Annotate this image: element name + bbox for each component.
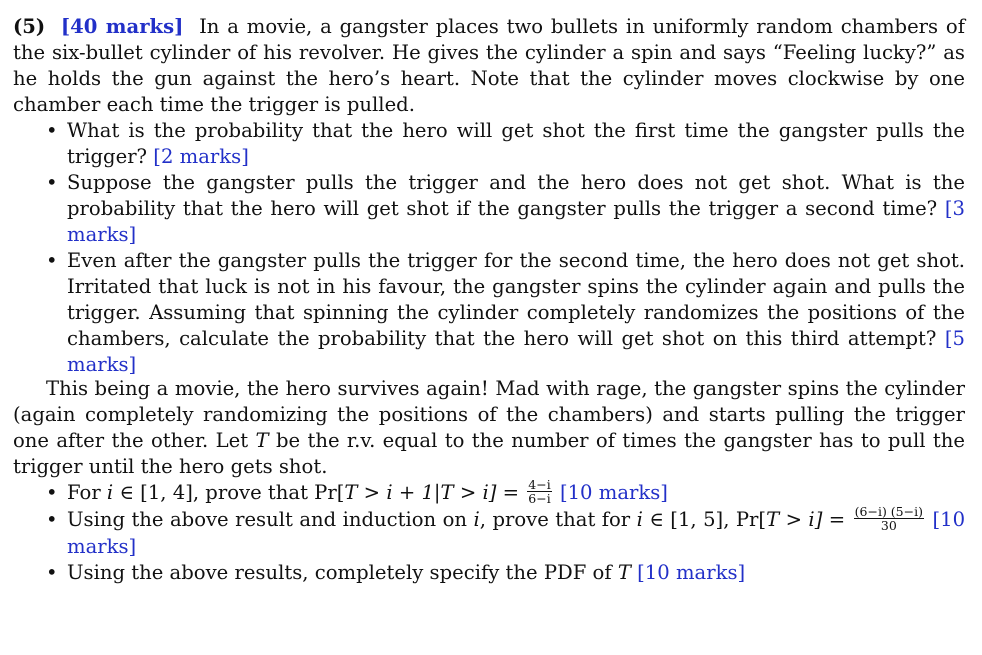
bullet-icon: • xyxy=(46,481,58,504)
question-text: Suppose the gangster pulls the trigger and the hero does not get shot. What is the probability that the hero will get shot if the gangster pulls the trigger a second time? xyxy=(67,171,965,220)
probability-expression: T > i + 1|T > i] = xyxy=(344,481,520,504)
bullet-icon: • xyxy=(46,171,58,194)
problem-intro-text: In a movie, a gangster places two bullets in uniformly random chambers of the six-bullet cylinder of his revolver. He gives the cylinder a spin and says “Feeling lucky?” as he holds the gun against the hero’s heart. Note that the cylinder moves clockwise by one chamber each time the trigger is pulled. xyxy=(13,15,965,116)
question-item xyxy=(13,170,965,248)
problem-number: (5) xyxy=(13,15,46,38)
question-item xyxy=(13,560,965,586)
scenario-paragraph xyxy=(13,376,965,480)
question-marks: [10 marks] xyxy=(637,561,746,584)
variable-T: T xyxy=(255,429,269,452)
document-page xyxy=(13,14,965,586)
scenario-text-end: be the r.v. equal to the number of times the gangster has to pull the trigger until the hero gets shot. xyxy=(13,429,966,478)
variable-T: T xyxy=(617,561,631,584)
question-marks: [5 marks] xyxy=(67,327,965,376)
question-lead: Using the above result and induction on xyxy=(67,508,468,531)
question-item xyxy=(13,504,966,560)
bullet-icon: • xyxy=(46,508,58,531)
probability-expression: T > i] = xyxy=(766,508,846,531)
question-text: Even after the gangster pulls the trigger for the second time, the hero does not get shot. Irritated that luck is not in his favour, the gangster spins the cylinder again and pulls the trigger. Assuming that spinning the cylinder completely randomizes the positions of the chambers, calculate the probability that the hero will get shot on this third attempt? xyxy=(67,249,965,350)
question-marks: [3 marks] xyxy=(67,197,965,246)
question-list-2 xyxy=(13,477,966,586)
bullet-icon: • xyxy=(46,119,58,142)
question-text: What is the probability that the hero will get shot the first time the gangster pulls the trigger? xyxy=(67,119,965,168)
bullet-icon: • xyxy=(46,249,58,272)
variable-i: i xyxy=(473,508,480,531)
fraction-numerator: 4−i xyxy=(528,477,551,492)
fraction xyxy=(527,478,551,505)
variable-i: i xyxy=(106,481,114,504)
question-item xyxy=(13,118,965,170)
question-item xyxy=(13,477,965,507)
question-range: ∈ [1, 5], Pr[ xyxy=(649,508,767,531)
question-marks: [10 marks] xyxy=(559,481,668,504)
bullet-icon: • xyxy=(46,561,58,584)
fraction-numerator: (6−i) (5−i) xyxy=(854,504,923,519)
problem-total-marks: [40 marks] xyxy=(60,15,184,38)
question-marks: [2 marks] xyxy=(153,145,249,168)
scenario-text-start: This being a movie, the hero survives again! Mad with rage, the gangster spins the cylinder (again completely randomizing the positions of the chambers) and starts pulling the trigger one after the other. Let xyxy=(13,377,965,452)
variable-i: i xyxy=(636,508,643,531)
question-item xyxy=(13,248,965,378)
fraction xyxy=(854,505,924,532)
question-list-1 xyxy=(13,118,965,378)
question-lead: For xyxy=(67,481,101,504)
question-marks: [10 marks] xyxy=(67,508,966,558)
question-text: Using the above results, completely specify the PDF of xyxy=(67,561,612,584)
fraction-denominator: 6−i xyxy=(528,491,551,506)
question-mid: , prove that for xyxy=(479,508,631,531)
problem-intro xyxy=(13,14,965,118)
fraction-denominator: 30 xyxy=(880,518,897,533)
question-range: ∈ [1, 4], prove that Pr[ xyxy=(119,481,345,504)
